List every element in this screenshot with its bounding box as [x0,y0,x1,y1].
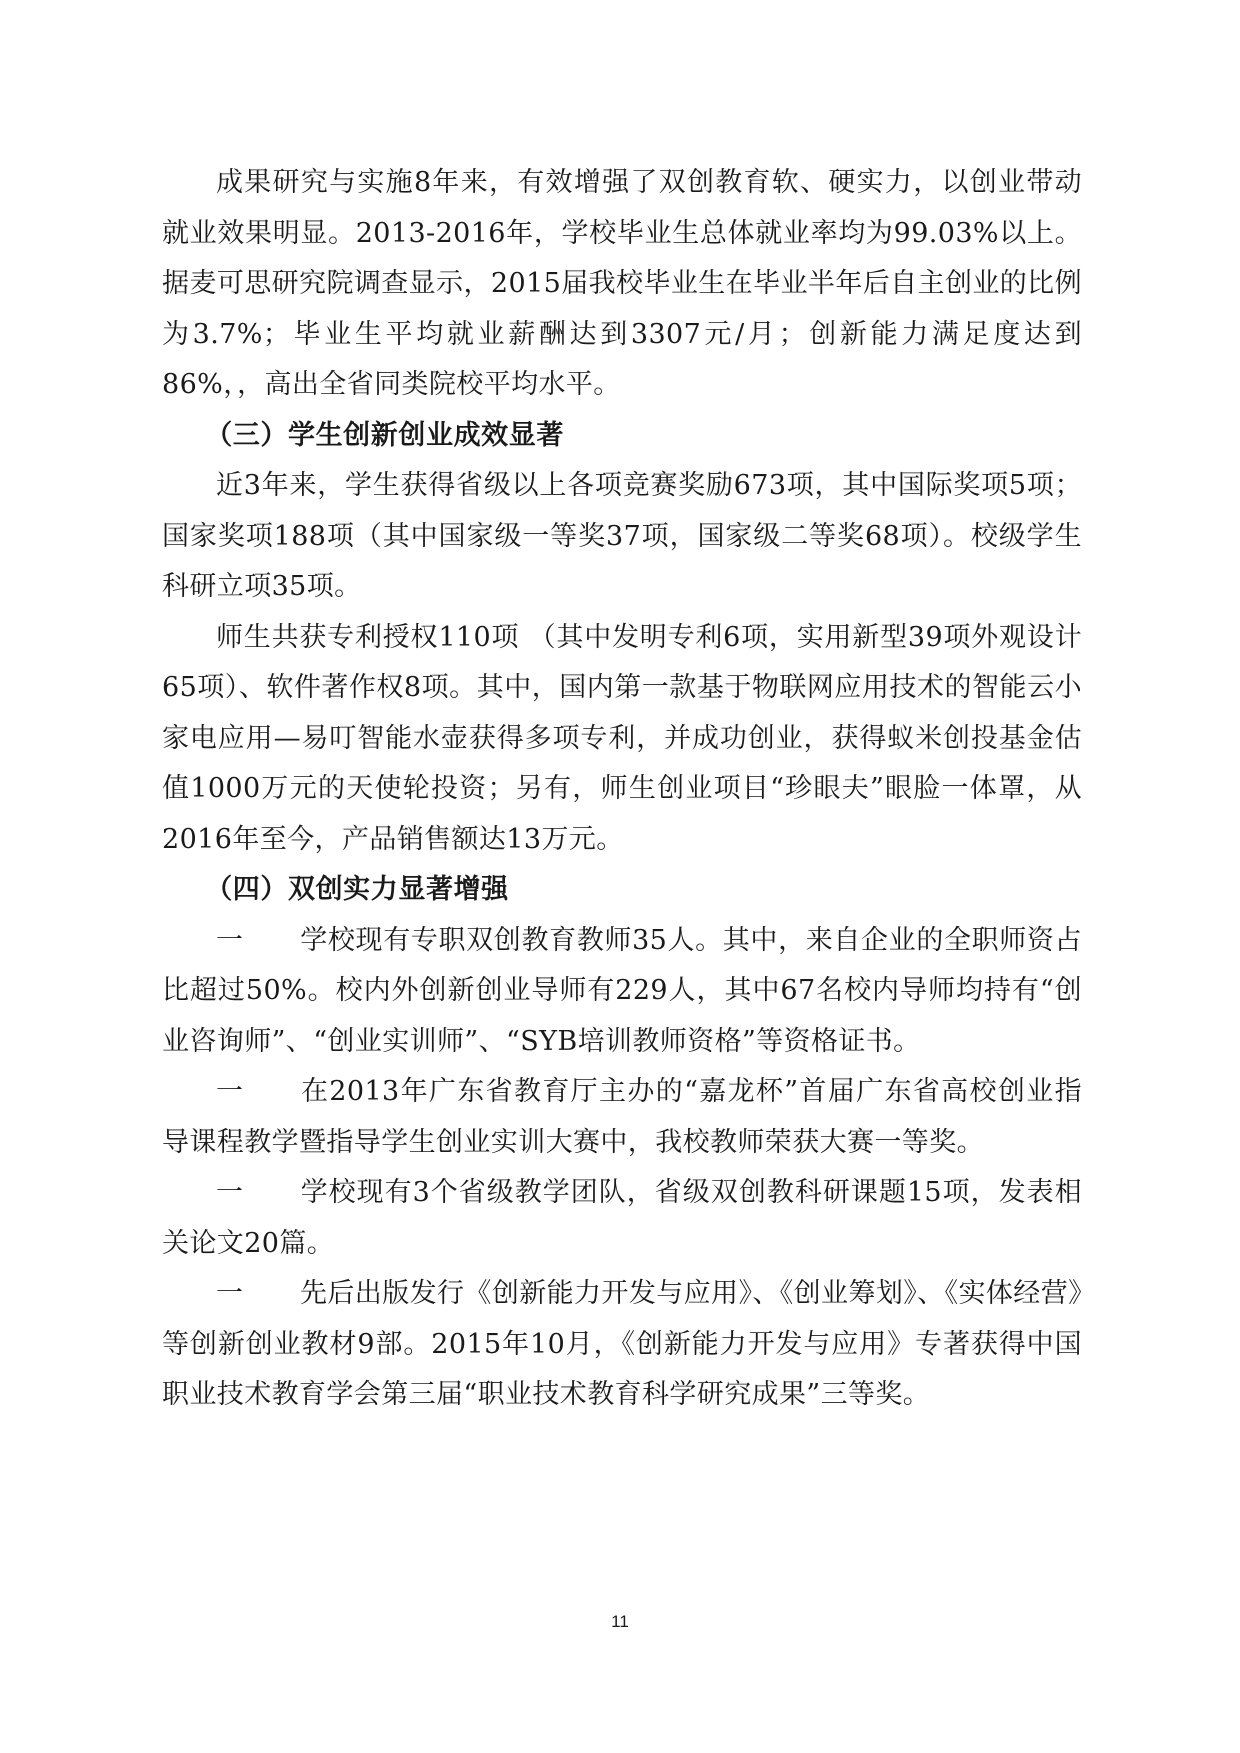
item-text: 先后出版发行《创新能力开发与应用》、《创业筹划》、《实体经营》等创新创业教材9部。2015年10月，《创新能力开发与应用》专著获得中国职业技术教育学会第三届“职业技术教育科学研究成果”三等奖。 [162,1278,1082,1410]
section-4-item-3 [162,1168,1082,1269]
section-4-item-2 [162,1067,1082,1168]
page-number: 11 [611,1612,629,1631]
section-3-heading: （三）学生创新创业成效显著 [205,419,564,451]
section-4-item-1 [162,916,1082,1068]
page-content [162,158,1082,1421]
item-text: 在2013年广东省教育厅主办的“嘉龙杯”首届广东省高校创业指导课程教学暨指导学生创业实训大赛中，我校教师荣获大赛一等奖。 [162,1076,1082,1158]
section-3-paragraph-1: 近3年来，学生获得省级以上各项竞赛奖励673项，其中国际奖项5项；国家奖项188项（其中国家级一等奖37项，国家级二等奖68项）。校级学生科研立项35项。 [162,470,1082,602]
section-4-item-4 [162,1269,1082,1421]
item-text: 学校现有专职双创教育教师35人。其中，来自企业的全职师资占比超过50%。校内外创新创业导师有229人，其中67名校内导师均持有“创业咨询师”、“创业实训师”、“SYB培训教师资格”等资格证书。 [162,924,1082,1057]
dash-marker: 一 [216,924,244,956]
section-4-heading: （四）双创实力显著增强 [205,874,509,905]
section-3-paragraph-2: 师生共获专利授权110项 （其中发明专利6项，实用新型39项外观设计65项）、软件著作权8项。其中，国内第一款基于物联网应用技术的智能云小家电应用—易叮智能水壶获得多项专利，并成功创业，获得蚁米创投基金估值1000万元的天使轮投资；另有，师生创业项目“珍眼夫”眼脸一体罩，从2016年至今，产品销售额达13万元。 [162,621,1082,855]
dash-marker: 一 [216,1278,244,1309]
item-text: 学校现有3个省级教学团队，省级双创教科研课题15项，发表相关论文20篇。 [162,1177,1082,1259]
intro-paragraph: 成果研究与实施8年来，有效增强了双创教育软、硬实力，以创业带动就业效果明显。2013-2016年，学校毕业生总体就业率均为99.03%以上。据麦可思研究院调查显示，2015届我校毕业生在毕业半年后自主创业的比例为3.7%；毕业生平均就业薪酬达到3307元/月；创新能力满足度达到86%，，高出全省同类院校平均水平。 [162,167,1082,400]
dash-marker: 一 [216,1177,244,1208]
dash-marker: 一 [216,1076,244,1107]
